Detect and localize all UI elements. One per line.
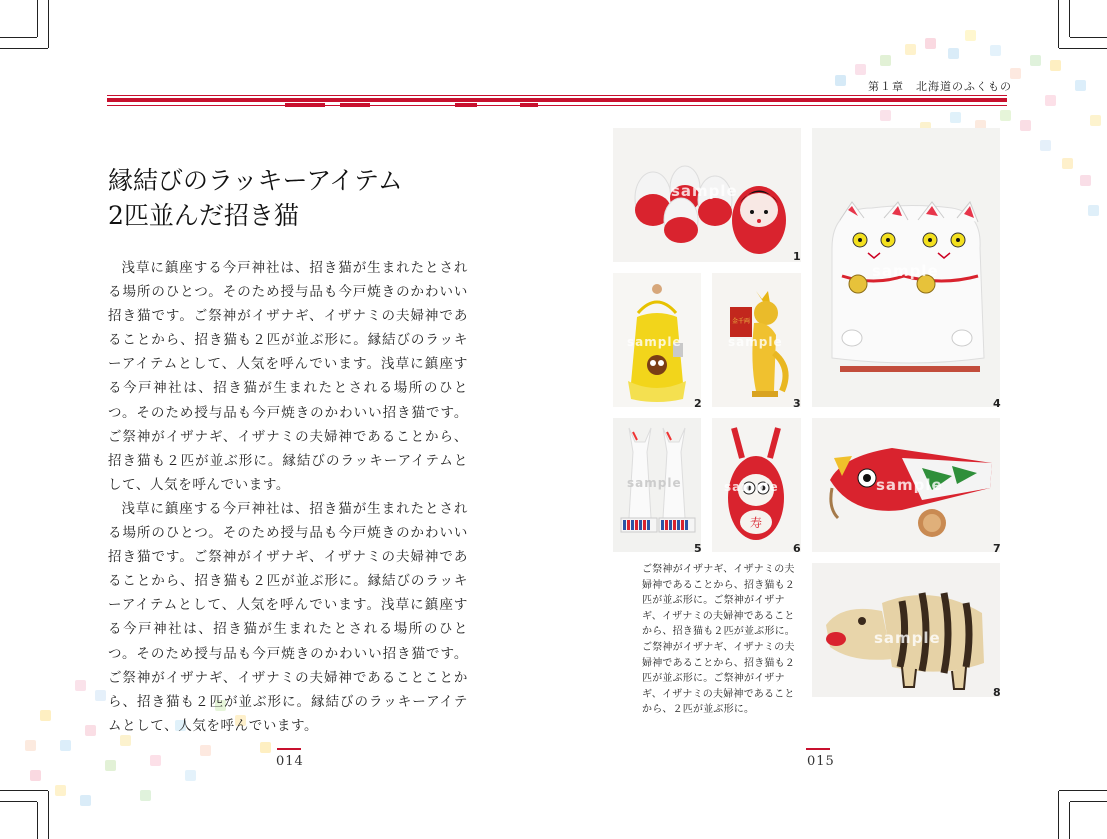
photo-7: [812, 418, 1000, 552]
photo-6: [712, 418, 801, 552]
photo-5-watermark: sample: [627, 476, 682, 490]
folio-left-rule: [277, 748, 301, 750]
photo-4-watermark: sample: [872, 262, 939, 280]
heading-line-2: 2匹並んだ招き猫: [108, 201, 299, 230]
photo-7-watermark: sample: [876, 476, 943, 494]
photo-8-number: 8: [993, 686, 1001, 699]
photo-5-number: 5: [694, 542, 702, 555]
body-paragraph-2: 浅草に鎮座する今戸神社は、招き猫が生まれたとされる場所のひとつ。そのため授与品も今戸焼きのかわいい招き猫です。ご祭神がイザナギ、イザナミの夫婦神であることから、招き猫も２匹が並ぶ形に。縁結びのラッキーアイテムとして、人気を呼んでいます。浅草に鎮座する今戸神社は、招き猫が生まれたとされる場所のひとつ。そのため授与品も今戸焼きのかわいい招き猫です。ご祭神がイザナギ、イザナミの夫婦神であることことから、招き猫も２匹が並ぶ形に。縁結びのラッキーアイテムとして、人気を呼んでいます。: [108, 500, 468, 734]
photo-1-watermark: sample: [671, 182, 738, 200]
photo-6-label: 寿: [749, 516, 763, 530]
photo-6-number: 6: [793, 542, 801, 555]
chapter-title: 第１章 北海道のふくもの: [868, 80, 1012, 93]
photo-caption: ご祭神がイザナギ、イザナミの夫婦神であることから、招き猫も２匹が並ぶ形に。ご祭神がイザナギ、イザナミの夫婦神であることから、招き猫も２匹が並ぶ形に。ご祭神がイザナギ、イザナミの夫婦神であることから、招き猫も２匹が並ぶ形に。ご祭神がイザナギ、イザナミの夫婦神であることから、２匹が並ぶ形に。: [642, 564, 795, 716]
photo-1: [613, 128, 801, 262]
photo-8-watermark: sample: [874, 629, 941, 647]
photo-3-sign: 金千両: [731, 318, 751, 325]
article-heading: [108, 163, 403, 233]
photo-4-number: 4: [993, 397, 1001, 410]
photo-6-watermark: sample: [724, 480, 779, 494]
folio-right-rule: [806, 748, 830, 750]
folio-right: 015: [807, 754, 835, 769]
heading-line-1: 縁結びのラッキーアイテム: [108, 166, 403, 195]
photo-3-watermark: sample: [728, 335, 783, 349]
photo-5: [613, 418, 701, 552]
photo-1-number: 1: [793, 250, 801, 263]
photo-2: [613, 273, 701, 407]
folio-left: 014: [276, 754, 304, 769]
body-paragraph-1: 浅草に鎮座する今戸神社は、招き猫が生まれたとされる場所のひとつ。そのため授与品も今戸焼きのかわいい招き猫です。ご祭神がイザナギ、イザナミの夫婦神であることから、招き猫も２匹が並ぶ形に。縁結びのラッキーアイテムとして、人気を呼んでいます。浅草に鎮座する今戸神社は、招き猫が生まれたとされる場所のひとつ。そのため授与品も今戸焼きのかわいい招き猫です。ご祭神がイザナギ、イザナミの夫婦神であることから、招き猫も２匹が並ぶ形に。縁結びのラッキーアイテムとして、人気を呼んでいます。: [108, 260, 468, 493]
article-body: [108, 256, 468, 738]
photo-3: [712, 273, 801, 407]
photo-2-number: 2: [694, 397, 702, 410]
photo-7-number: 7: [993, 542, 1001, 555]
photo-3-number: 3: [793, 397, 801, 410]
photo-2-watermark: sample: [627, 335, 682, 349]
photo-8: [812, 563, 1000, 697]
photo-4: [812, 128, 1000, 407]
